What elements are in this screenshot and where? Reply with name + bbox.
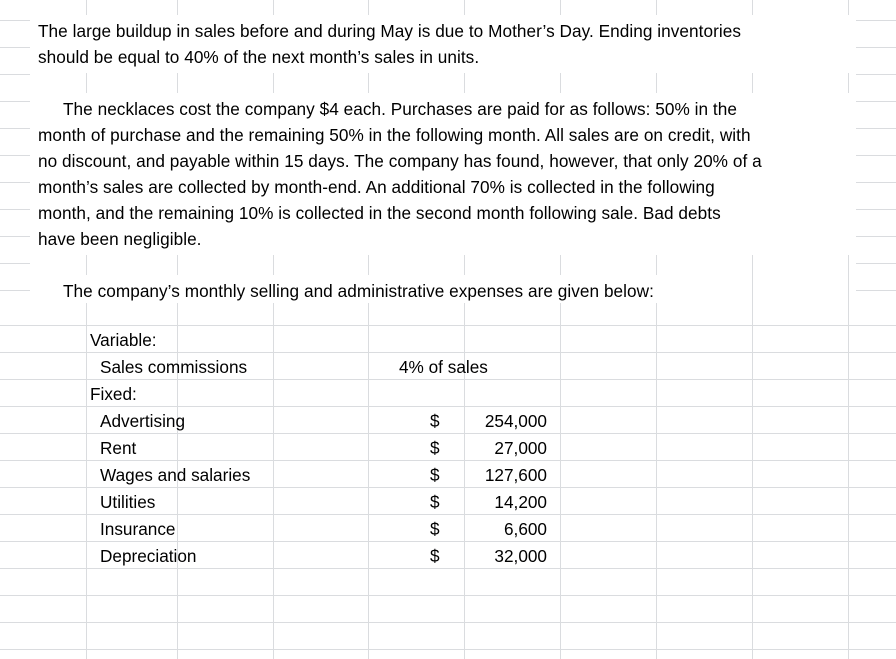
paragraph-2-line-4: month’s sales are collected by month-end. An additional 70% is collected in the following bbox=[38, 177, 715, 197]
wages-and-salaries-currency: $ bbox=[430, 465, 440, 485]
paragraph-2-line-6: have been negligible. bbox=[38, 229, 202, 249]
rent-label: Rent bbox=[100, 438, 137, 458]
insurance-currency: $ bbox=[430, 519, 440, 539]
paragraph-1-line-1: The large buildup in sales before and during May is due to Mother’s Day. Ending inventories bbox=[38, 21, 741, 41]
depreciation-currency: $ bbox=[430, 546, 440, 566]
depreciation-label: Depreciation bbox=[100, 546, 197, 566]
utilities-currency: $ bbox=[430, 492, 440, 512]
paragraph-2-line-2: month of purchase and the remaining 50% in the following month. All sales are on credit, with bbox=[38, 125, 751, 145]
insurance-amount: 6,600 bbox=[503, 519, 547, 539]
paragraph-2-line-5: month, and the remaining 10% is collected in the second month following sale. Bad debts bbox=[38, 203, 721, 223]
rent-amount: 27,000 bbox=[494, 438, 547, 458]
depreciation-amount: 32,000 bbox=[494, 546, 547, 566]
rent-currency: $ bbox=[430, 438, 440, 458]
variable-label: Variable: bbox=[90, 330, 157, 350]
paragraph-2-line-3: no discount, and payable within 15 days. The company has found, however, that only 20% of a bbox=[38, 151, 762, 171]
fixed-label: Fixed: bbox=[90, 384, 137, 404]
advertising-label: Advertising bbox=[100, 411, 186, 431]
paragraph-1-line-2: should be equal to 40% of the next month’s sales in units. bbox=[38, 47, 480, 67]
paragraph-3: The company’s monthly selling and administrative expenses are given below: bbox=[63, 281, 654, 301]
sales-commissions-value: 4% of sales bbox=[399, 357, 488, 377]
utilities-amount: 14,200 bbox=[494, 492, 547, 512]
insurance-label: Insurance bbox=[100, 519, 176, 539]
advertising-currency: $ bbox=[430, 411, 440, 431]
wages-and-salaries-amount: 127,600 bbox=[484, 465, 547, 485]
paragraph-2-line-1: The necklaces cost the company $4 each. Purchases are paid for as follows: 50% in the bbox=[63, 99, 737, 119]
wages-and-salaries-label: Wages and salaries bbox=[100, 465, 251, 485]
utilities-label: Utilities bbox=[100, 492, 156, 512]
sales-commissions-label: Sales commissions bbox=[100, 357, 248, 377]
advertising-amount: 254,000 bbox=[484, 411, 547, 431]
